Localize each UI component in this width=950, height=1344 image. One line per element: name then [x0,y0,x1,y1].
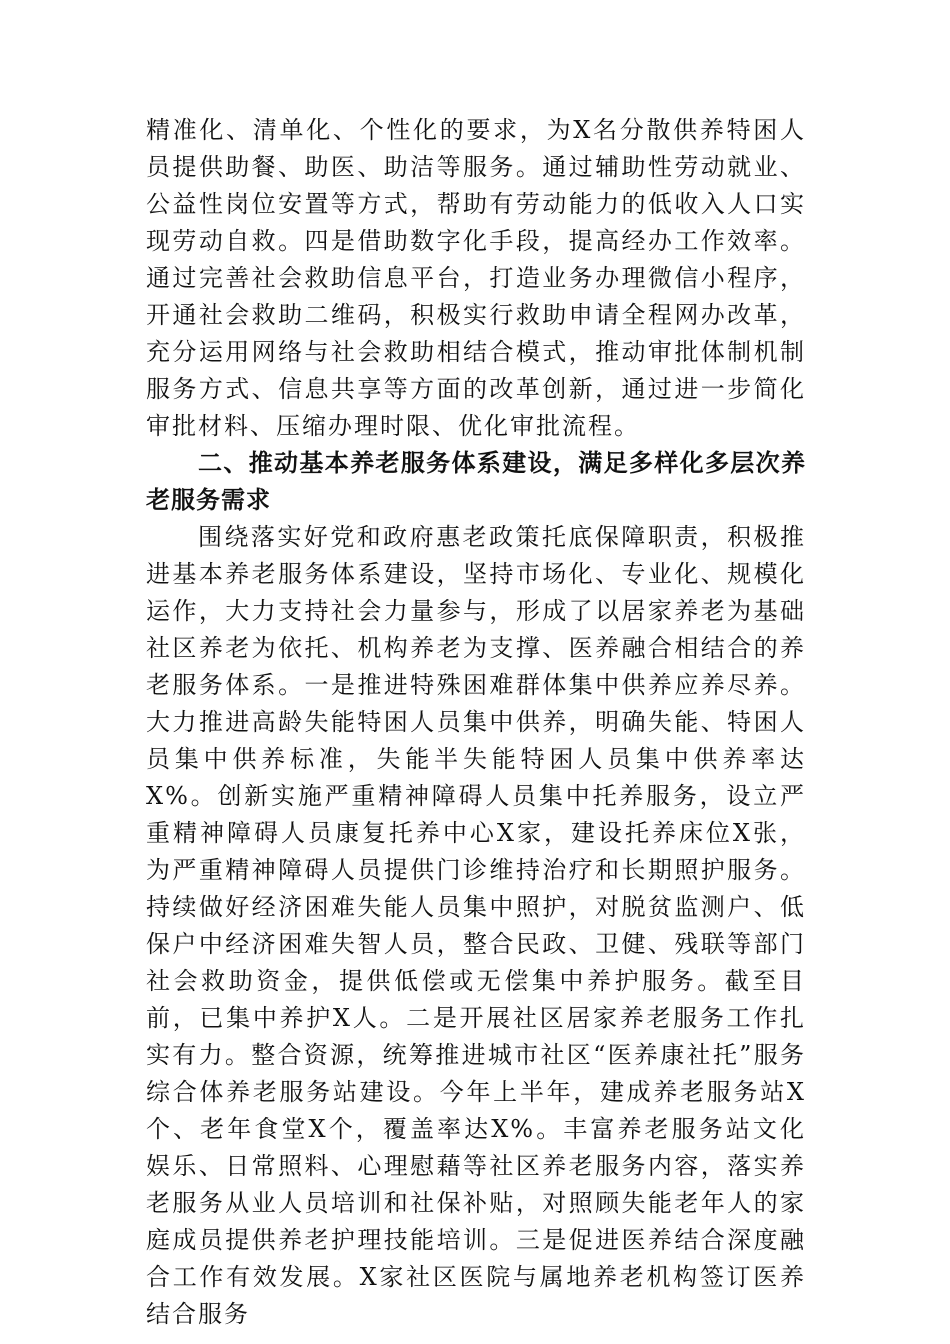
paragraph-elderly-care-system: 围绕落实好党和政府惠老政策托底保障职责，积极推进基本养老服务体系建设，坚持市场化、专业化、规模化运作，大力支持社会力量参与，形成了以居家养老为基础社区养老为依托、机构养老为支撑、医养融合相结合的养老服务体系。一是推进特殊困难群体集中供养应养尽养。大力推进高龄失能特困人员集中供养，明确失能、特困人员集中供养标准，失能半失能特困人员集中供养率达X%。创新实施严重精神障碍人员集中托养服务，设立严重精神障碍人员康复托养中心X家，建设托养床位X张，为严重精神障碍人员提供门诊维持治疗和长期照护服务。持续做好经济困难失能人员集中照护，对脱贫监测户、低保户中经济困难失智人员，整合民政、卫健、残联等部门社会救助资金，提供低偿或无偿集中养护服务。截至目前，已集中养护X人。二是开展社区居家养老服务工作扎实有力。整合资源，统筹推进城市社区“医养康社托”服务综合体养老服务站建设。今年上半年，建成养老服务站X个、老年食堂X个，覆盖率达X%。丰富养老服务站文化娱乐、日常照料、心理慰藉等社区养老服务内容，落实养老服务从业人员培训和社保补贴，对照顾失能老年人的家庭成员提供养老护理技能培训。三是促进医养结合深度融合工作有效发展。X家社区医院与属地养老机构签订医养结合服务 [146,523,806,1328]
paragraph-social-assistance: 精准化、清单化、个性化的要求，为X名分散供养特困人员提供助餐、助医、助洁等服务。通过辅助性劳动就业、公益性岗位安置等方式，帮助有劳动能力的低收入人口实现劳动自救。四是借助数字化手段，提高经办工作效率。通过完善社会救助信息平台，打造业务办理微信小程序，开通社会救助二维码，积极实行救助申请全程网办改革，充分运用网络与社会救助相结合模式，推动审批体制机制服务方式、信息共享等方面的改革创新，通过进一步简化审批材料、压缩办理时限、优化审批流程。 [146,116,806,440]
document-body [146,112,806,1333]
section-heading-elderly-care: 二、推动基本养老服务体系建设，满足多样化多层次养老服务需求 [146,449,806,514]
